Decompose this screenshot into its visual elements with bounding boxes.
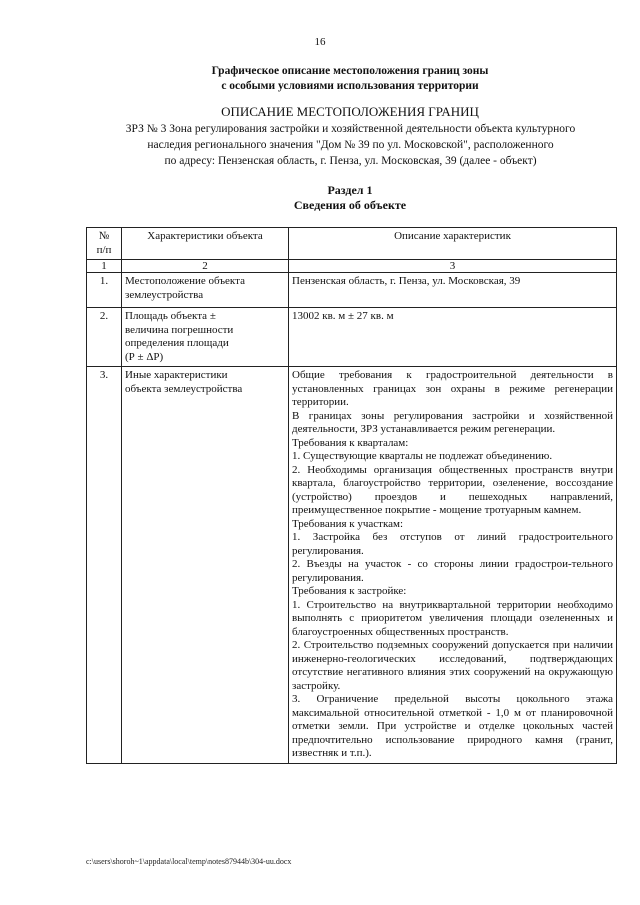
row-characteristic xyxy=(122,308,289,367)
description-paragraph: 2. Строительство подземных сооружений допускается при наличии инженерно-геологических исследований, подтверждающих отсутствие негативного влияния этих сооружений на окружающую застройку. xyxy=(292,639,613,692)
section-heading xyxy=(60,183,640,213)
table-header-row xyxy=(87,228,617,260)
description-paragraph: 1. Застройка без отступов от линий градостроительного регулирования. xyxy=(292,531,613,557)
table-row xyxy=(87,308,617,367)
footer-file-path: c:\users\shoroh~1\appdata\local\temp\notes87944b\304-uu.docx xyxy=(86,857,292,866)
row-num: 2. xyxy=(87,308,122,367)
zone-description-line: наследия регионального значения "Дом № 39 по ул. Московской", расположенного xyxy=(147,139,554,151)
graphic-description-title xyxy=(60,64,640,94)
section-title: Раздел 1 xyxy=(327,183,373,197)
characteristic-line: объекта землеустройства xyxy=(125,382,243,395)
description-paragraph: 2. Въезды на участок - со стороны линии градострои-тельного регулирования. xyxy=(292,558,613,584)
description-paragraph: 2. Необходимы организация общественных пространств внутри квартала, благоустройство территории, озеленение, воссоздание (устройство) проездов и пешеходных направлений, преимущественное покрытие - мощение тротуарным камнем. xyxy=(292,463,613,516)
boundary-description-title: ОПИСАНИЕ МЕСТОПОЛОЖЕНИЯ ГРАНИЦ xyxy=(221,104,479,119)
index-cell: 3 xyxy=(289,260,617,273)
header-characteristic: Характеристики объекта xyxy=(122,228,289,260)
section-subtitle: Сведения об объекте xyxy=(293,198,407,212)
zone-description xyxy=(68,121,633,169)
row-description xyxy=(289,367,617,764)
index-cell: 2 xyxy=(122,260,289,273)
characteristic-line: Площадь объекта ± xyxy=(125,310,216,322)
description-paragraph: Требования к участкам: xyxy=(292,517,404,530)
characteristic-line: величина погрешности xyxy=(125,323,234,336)
description-paragraph: Требования к застройке: xyxy=(292,585,407,597)
row-characteristic xyxy=(122,273,289,308)
header-num-line: п/п xyxy=(96,243,112,256)
row-description: Пензенская область, г. Пенза, ул. Московская, 39 xyxy=(289,273,617,308)
table-row xyxy=(87,367,617,764)
characteristic-line: землеустройства xyxy=(125,288,204,301)
header-num xyxy=(87,228,122,260)
description-paragraph: Требования к кварталам: xyxy=(292,436,409,449)
zone-description-line: по адресу: Пензенская область, г. Пенза, ул. Московская, 39 (далее - объект) xyxy=(164,155,537,167)
row-num: 3. xyxy=(87,367,122,764)
graphic-title-line: с особыми условиями использования территории xyxy=(221,80,479,92)
header-num-line: № xyxy=(98,230,110,242)
characteristic-line: определения площади xyxy=(125,337,229,349)
graphic-title-line: Графическое описание местоположения границ зоны xyxy=(211,65,489,77)
zone-description-line: ЗРЗ № 3 Зона регулирования застройки и хозяйственной деятельности объекта культурного xyxy=(125,123,576,135)
characteristic-line: Местоположение объекта xyxy=(125,275,245,287)
row-characteristic xyxy=(122,367,289,764)
table-index-row xyxy=(87,260,617,273)
header-description: Описание характеристик xyxy=(289,228,617,260)
object-info-table xyxy=(86,227,617,764)
index-cell: 1 xyxy=(87,260,122,273)
description-paragraph: В границах зоны регулирования застройки и хозяйственной деятельности, ЗРЗ устанавливается режим регенерации. xyxy=(292,409,613,435)
characteristic-line: (Р ± ΔР) xyxy=(125,350,164,363)
description-paragraph: 3. Ограничение предельной высоты цокольного этажа максимальной относительной отметкой - 1,0 м от планировочной отметки земли. При устройстве и отделке цокольных частей предпочтительно использование природного камня (гранит, известняк и т.п.). xyxy=(292,693,613,759)
row-description: 13002 кв. м ± 27 кв. м xyxy=(289,308,617,367)
description-paragraph: Общие требования к градостроительной деятельности в установленных границах зон охраны в режиме регенерации территории. xyxy=(292,369,613,408)
description-paragraph: 1. Строительство на внутриквартальной территории необходимо выполнять с приоритетом увеличения площади озелененных и благоустроенных общественных пространств. xyxy=(292,598,613,638)
characteristic-line: Иные характеристики xyxy=(125,369,228,381)
row-num: 1. xyxy=(87,273,122,308)
description-paragraph: 1. Существующие кварталы не подлежат объединению. xyxy=(292,450,553,462)
table-row xyxy=(87,273,617,308)
page-number: 16 xyxy=(314,36,326,48)
